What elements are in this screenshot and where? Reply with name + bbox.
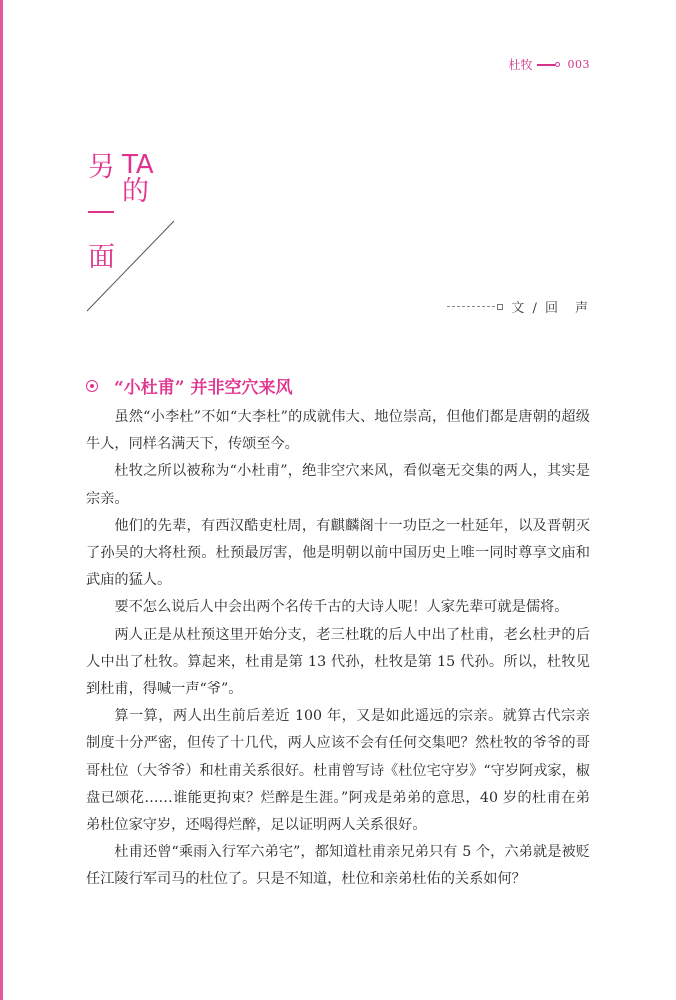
header-ring-icon [555, 62, 560, 67]
title-char-5: 面 [88, 242, 115, 273]
paragraph: 杜牧之所以被称为“小杜甫”，绝非空穴来风，看似毫无交集的两人，其实是宗亲。 [86, 463, 590, 507]
page-edge-strip [0, 0, 3, 1000]
byline-author: 文 / 回 声 [511, 301, 590, 316]
paragraph: 杜甫还曾“乘雨入行军六弟宅”，都知道杜甫亲兄弟只有 5 个，六弟就是被贬任江陵行军司马的杜位了。只是不知道，杜位和亲弟杜佑的关系如何？ [86, 844, 590, 888]
byline [447, 297, 590, 316]
header-dash [537, 64, 555, 66]
running-title: 杜牧 [508, 58, 533, 72]
body-text [86, 404, 590, 894]
running-header [508, 56, 590, 73]
paragraph: 他们的先辈，有西汉酷吏杜周，有麒麟阁十一功臣之一杜延年，以及晋朝灭了孙吴的大将杜预。杜预最厉害，他是明朝以前中国历史上唯一同时尊享文庙和武庙的猛人。 [86, 517, 590, 589]
paragraph: 两人正是从杜预这里开始分支，老三杜耽的后人中出了杜甫，老幺杜尹的后人中出了杜牧。算起来，杜甫是第 13 代孙，杜牧是第 15 代孙。所以，杜牧见到杜甫，得喊一声“爷”。 [86, 626, 590, 698]
target-icon [86, 380, 98, 392]
title-char-4-dash [88, 211, 114, 213]
title-char-3: 的 [122, 176, 149, 207]
paragraph: 要不怎么说后人中会出两个名传千古的大诗人呢！人家先辈可就是儒将。 [114, 599, 569, 616]
paragraph: 虽然“小李杜”不如“大李杜”的成就伟大、地位崇高，但他们都是唐朝的超级牛人，同样名满天下，传颂至今。 [86, 409, 590, 453]
byline-box-icon [497, 304, 503, 310]
title-diagonal-line [86, 220, 176, 312]
title-char-1: 另 [88, 152, 115, 183]
byline-dashes [447, 306, 495, 307]
section-heading-text: “小杜甫” 并非空穴来风 [114, 378, 293, 398]
page-number: 003 [567, 58, 590, 71]
section-heading [86, 373, 292, 398]
title-char-2: TA [122, 150, 154, 180]
paragraph: 算一算，两人出生前后差近 100 年，又是如此遥远的宗亲。就算古代宗亲制度十分严密，但传了十几代，两人应该不会有任何交集吧？然杜牧的爷爷的哥哥杜位（大爷爷）和杜甫关系很好。杜甫曾写诗《杜位宅守岁》“守岁阿戎家，椒盘已颂花……谁能更拘束？烂醉是生涯。”阿戎是弟弟的意思，40 岁的杜甫在弟弟杜位家守岁，还喝得烂醉，足以证明两人关系很好。 [86, 708, 590, 834]
